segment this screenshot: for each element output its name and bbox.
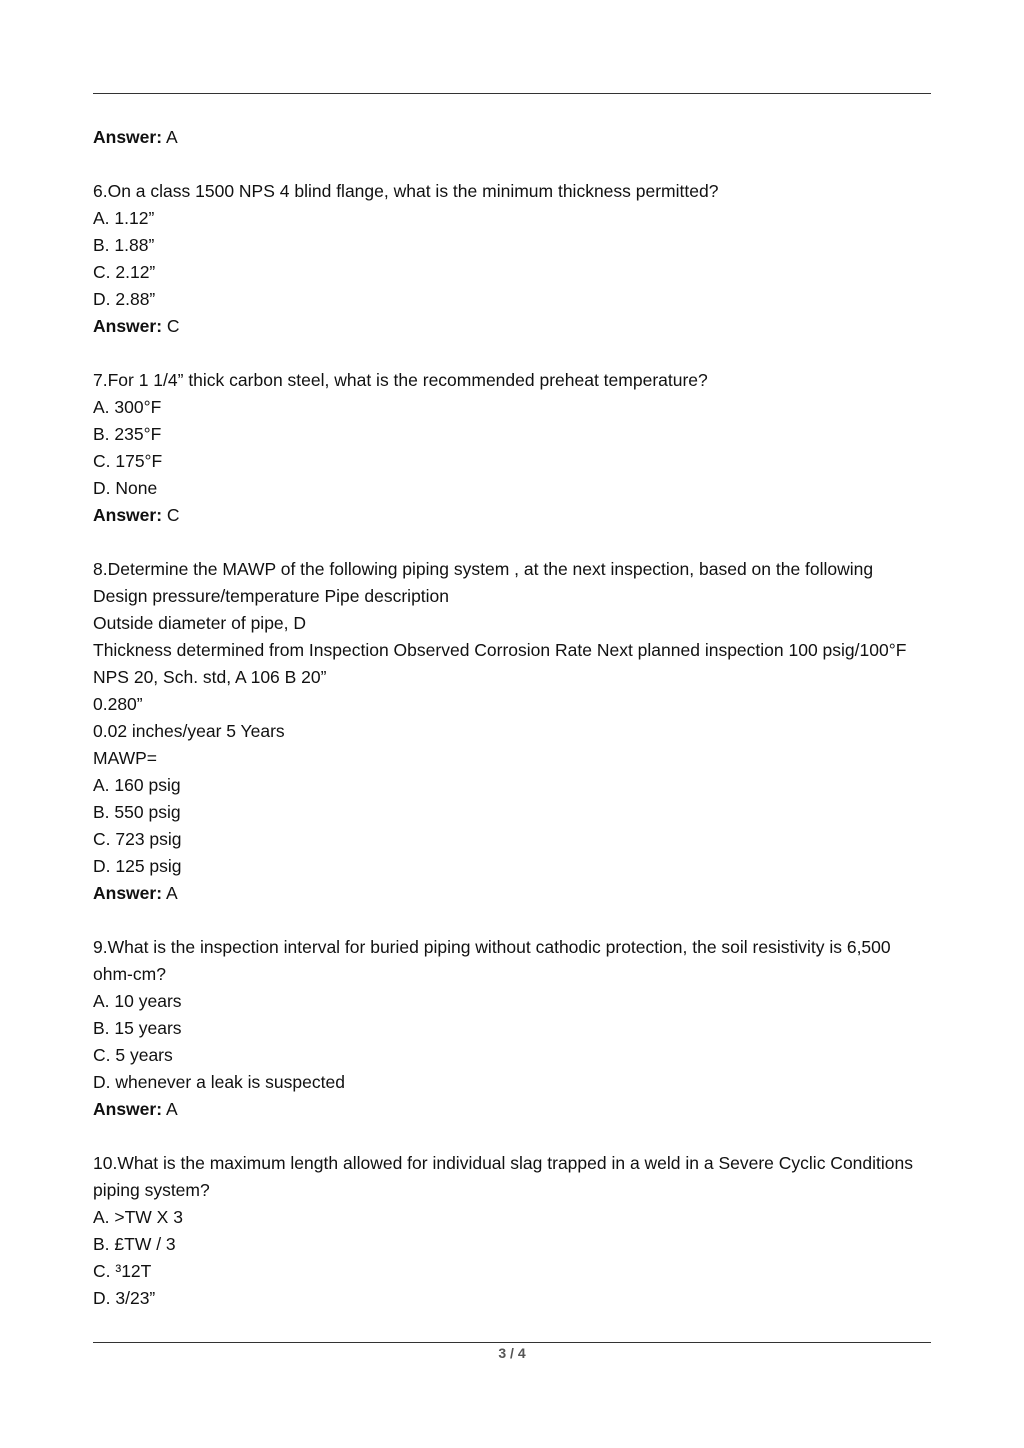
option-a: A. 10 years (93, 991, 182, 1011)
question-8 (93, 556, 933, 907)
answer-line (93, 1096, 933, 1123)
question-stem: 6.On a class 1500 NPS 4 blind flange, what is the minimum thickness permitted? (93, 181, 719, 201)
answer-label: Answer: (93, 883, 163, 903)
question-stem-line: Design pressure/temperature Pipe description (93, 586, 450, 606)
answer-label: Answer: (93, 127, 163, 147)
answer-value: C (166, 316, 180, 336)
question-stem-line: 0.02 inches/year 5 Years (93, 721, 285, 741)
page-content (93, 124, 933, 1312)
option-d: D. 3/23” (93, 1288, 156, 1308)
spacer (93, 340, 933, 367)
question-stem: 7.For 1 1/4” thick carbon steel, what is the recommended preheat temperature? (93, 370, 708, 390)
spacer (93, 1123, 933, 1150)
question-stem-line: Outside diameter of pipe, D (93, 613, 307, 633)
question-stem-line: Thickness determined from Inspection Observed Corrosion Rate Next planned inspection 100 psig/100°F (93, 640, 907, 660)
previous-answer (93, 124, 933, 151)
question-stem-line: piping system? (93, 1180, 210, 1200)
footer-divider (93, 1342, 931, 1343)
question-stem-line: 0.280” (93, 694, 143, 714)
answer-label: Answer: (93, 1099, 163, 1119)
answer-value: A (165, 127, 178, 147)
spacer (93, 907, 933, 934)
option-b: B. 1.88” (93, 235, 155, 255)
option-c: C. 2.12” (93, 262, 156, 282)
spacer (93, 151, 933, 178)
option-d: D. whenever a leak is suspected (93, 1072, 345, 1092)
option-b: B. £TW / 3 (93, 1234, 176, 1254)
question-9 (93, 934, 933, 1123)
question-6 (93, 178, 933, 340)
header-divider (93, 93, 931, 94)
answer-label: Answer: (93, 505, 163, 525)
answer-value: C (166, 505, 180, 525)
option-a: A. 300°F (93, 397, 162, 417)
spacer (93, 529, 933, 556)
answer-line (93, 313, 933, 340)
option-a: A. 160 psig (93, 775, 181, 795)
page-number: 3 / 4 (498, 1345, 526, 1361)
option-c: C. 5 years (93, 1045, 173, 1065)
answer-label: Answer: (93, 316, 163, 336)
option-c: C. ³12T (93, 1261, 152, 1281)
answer-value: A (165, 883, 178, 903)
option-d: D. 2.88” (93, 289, 156, 309)
option-b: B. 15 years (93, 1018, 182, 1038)
question-stem: 10.What is the maximum length allowed for individual slag trapped in a weld in a Severe Cyclic Conditions (93, 1153, 913, 1173)
question-stem-line: MAWP= (93, 748, 158, 768)
option-b: B. 550 psig (93, 802, 181, 822)
answer-line (93, 502, 933, 529)
question-stem: 8.Determine the MAWP of the following piping system , at the next inspection, based on the following (93, 559, 874, 579)
question-stem-line: ohm-cm? (93, 964, 166, 984)
option-b: B. 235°F (93, 424, 162, 444)
question-7 (93, 367, 933, 529)
option-c: C. 723 psig (93, 829, 182, 849)
question-10 (93, 1150, 933, 1312)
option-d: D. None (93, 478, 158, 498)
question-stem: 9.What is the inspection interval for buried piping without cathodic protection, the soil resistivity is 6,500 (93, 937, 891, 957)
option-c: C. 175°F (93, 451, 163, 471)
answer-value: A (165, 1099, 178, 1119)
answer-line (93, 880, 933, 907)
option-d: D. 125 psig (93, 856, 182, 876)
option-a: A. 1.12” (93, 208, 155, 228)
option-a: A. >TW X 3 (93, 1207, 183, 1227)
question-stem-line: NPS 20, Sch. std, A 106 B 20” (93, 667, 327, 687)
